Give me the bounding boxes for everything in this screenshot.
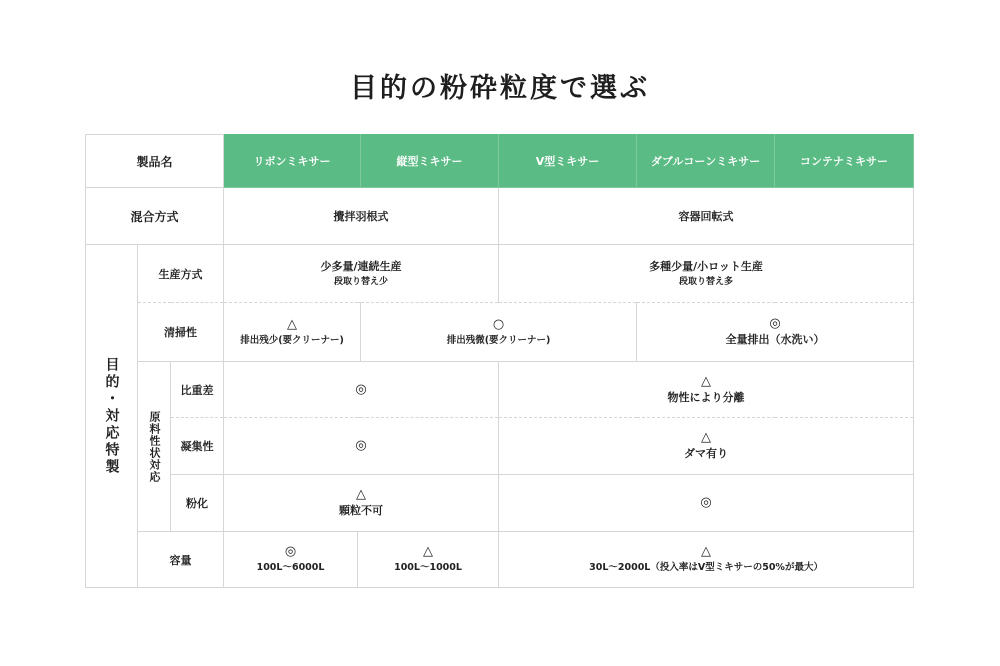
cleaning-row xyxy=(86,303,914,362)
cleaning-ribbon xyxy=(224,303,361,362)
mixing-method-row xyxy=(86,188,914,245)
material-properties-label xyxy=(138,362,171,532)
cleaning-rotating xyxy=(637,303,914,362)
cohesion-stirring xyxy=(224,418,499,475)
header-row xyxy=(86,135,914,188)
pulverization-stirring-symbol: △ xyxy=(356,487,367,502)
capacity-vertical-symbol: △ xyxy=(423,544,434,559)
capacity-ribbon-symbol: ◎ xyxy=(284,544,297,559)
cleaning-rotating-text: 全量排出（水洗い） xyxy=(725,333,825,346)
product-container-mixer: コンテナミキサー xyxy=(775,135,914,188)
mixing-method-label: 混合方式 xyxy=(86,188,224,245)
specific-gravity-stirring-symbol: ◎ xyxy=(355,381,367,397)
specific-gravity-rotating xyxy=(499,362,914,418)
specific-gravity-stirring xyxy=(224,362,499,418)
cleaning-ribbon-note: 排出残少(要クリーナー) xyxy=(240,334,344,346)
mixing-stirring: 攪拌羽根式 xyxy=(224,188,499,245)
cleaning-label: 清掃性 xyxy=(138,303,224,362)
material-properties-text: 原料性状対応 xyxy=(148,410,161,483)
production-stirring-sub: 段取り替え少 xyxy=(334,276,389,287)
capacity-ribbon-text: 100L〜6000L xyxy=(256,562,325,573)
cleaning-vertical-note: 排出残微(要クリーナー) xyxy=(446,334,551,346)
product-double-cone-mixer: ダブルコーンミキサー xyxy=(637,135,775,188)
cleaning-ribbon-symbol: △ xyxy=(287,316,298,332)
capacity-rotating-symbol: △ xyxy=(701,544,712,559)
cleaning-rotating-symbol: ◎ xyxy=(769,316,781,331)
production-rotating-main: 多種少量/小ロット生産 xyxy=(649,259,763,273)
specific-gravity-row xyxy=(86,362,914,418)
pulverization-rotating-symbol: ◎ xyxy=(700,495,712,510)
cohesion-label: 凝集性 xyxy=(171,418,224,475)
production-stirring-main: 少多量/連続生産 xyxy=(320,259,402,273)
specific-gravity-label: 比重差 xyxy=(171,362,224,418)
comparison-table xyxy=(85,134,914,588)
capacity-vertical-text: 100L〜1000L xyxy=(394,562,462,573)
mixing-rotating: 容器回転式 xyxy=(499,188,914,245)
product-name-header: 製品名 xyxy=(86,135,224,188)
capacity-ribbon xyxy=(224,532,358,588)
cohesion-row xyxy=(86,418,914,475)
page-title: 目的の粉砕粒度で選ぶ xyxy=(350,73,650,104)
cohesion-stirring-symbol: ◎ xyxy=(355,438,367,453)
capacity-rotating xyxy=(499,532,914,588)
cohesion-rotating-text: ダマ有り xyxy=(684,447,729,460)
specific-gravity-rotating-symbol: △ xyxy=(701,373,712,389)
capacity-vertical xyxy=(358,532,499,588)
purpose-group-text: 目的・対応特製 xyxy=(103,356,120,476)
specific-gravity-rotating-text: 物性により分離 xyxy=(667,390,745,404)
capacity-row xyxy=(86,532,914,588)
capacity-rotating-text: 30L〜2000L（投入率はV型ミキサーの50%が最大） xyxy=(589,562,823,573)
capacity-label: 容量 xyxy=(138,532,224,588)
production-row xyxy=(86,245,914,303)
pulverization-rotating xyxy=(499,475,914,532)
product-v-mixer: V型ミキサー xyxy=(499,135,637,188)
product-vertical-mixer: 縦型ミキサー xyxy=(361,135,499,188)
pulverization-stirring xyxy=(224,475,499,532)
pulverization-label: 粉化 xyxy=(171,475,224,532)
production-rotating-sub: 段取り替え多 xyxy=(679,276,734,287)
pulverization-row xyxy=(86,475,914,532)
pulverization-stirring-text: 顆粒不可 xyxy=(339,504,384,517)
production-label: 生産方式 xyxy=(138,245,224,303)
cleaning-vertical xyxy=(361,303,637,362)
production-rotating xyxy=(499,245,914,303)
production-stirring xyxy=(224,245,499,303)
purpose-group-label xyxy=(86,245,138,588)
cleaning-vertical-symbol: ○ xyxy=(492,316,505,332)
cohesion-rotating xyxy=(499,418,914,475)
cohesion-rotating-symbol: △ xyxy=(701,430,712,445)
product-ribbon-mixer: リボンミキサー xyxy=(224,135,361,188)
